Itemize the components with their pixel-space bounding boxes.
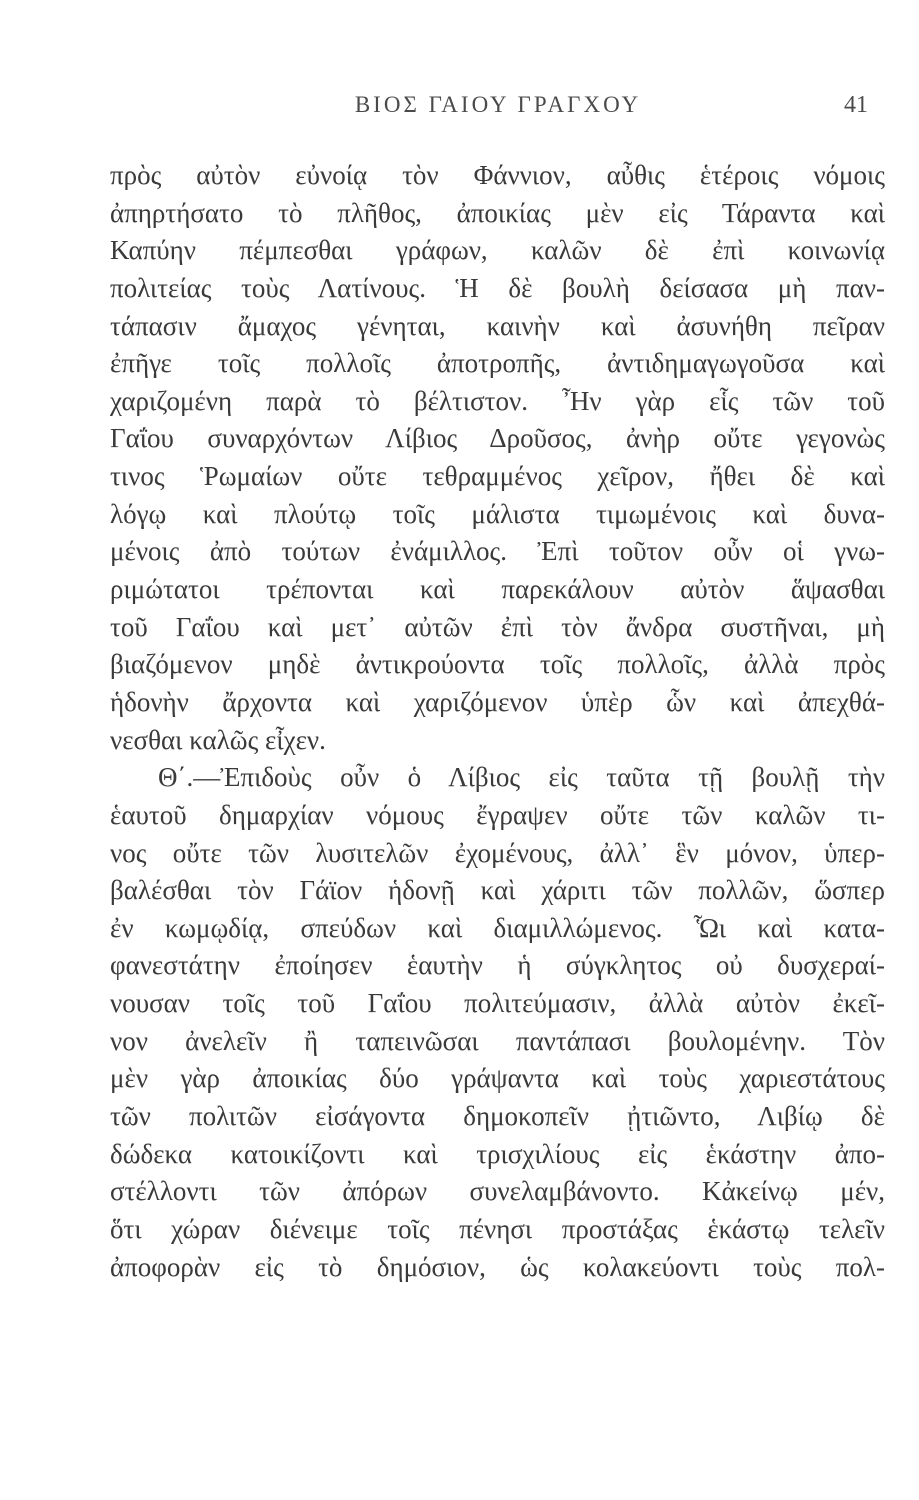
- text-line: βαλέσθαι τὸν Γάϊον ἡδονῇ καὶ χάριτι τῶν πολλῶν, ὥσπερ: [110, 875, 885, 906]
- text-line: τάπασιν ἄμαχος γένηται, καινὴν καὶ ἀσυνήθη πεῖραν: [110, 310, 885, 341]
- text-line: Θ΄.—Ἐπιδοὺς οὖν ὁ Λίβιος εἰς ταῦτα τῇ βουλῇ τὴν: [158, 762, 885, 793]
- text-line: ἐν κωμῳδίᾳ, σπεύδων καὶ διαμιλλώμενος. Ὧι καὶ κατα-: [110, 912, 885, 943]
- text-line: Καπύην πέμπεσθαι γράφων, καλῶν δὲ ἐπὶ κοινωνίᾳ: [110, 235, 885, 266]
- text-line: νουσαν τοῖς τοῦ Γαΐου πολιτεύμασιν, ἀλλὰ αὐτὸν ἐκεῖ-: [110, 988, 885, 1019]
- text-line: βιαζόμενον μηδὲ ἀντικρούοντα τοῖς πολλοῖς, ἀλλὰ πρὸς: [110, 649, 885, 680]
- text-line: μὲν γὰρ ἀποικίας δύο γράψαντα καὶ τοὺς χαριεστάτους: [110, 1063, 885, 1094]
- text-line: τινος Ῥωμαίων οὔτε τεθραμμένος χεῖρον, ἤθει δὲ καὶ: [110, 461, 885, 492]
- text-line: τῶν πολιτῶν εἰσάγοντα δημοκοπεῖν ᾐτιῶντο, Λιβίῳ δὲ: [110, 1101, 885, 1132]
- text-line: ἐπῆγε τοῖς πολλοῖς ἀποτροπῆς, ἀντιδημαγωγοῦσα καὶ: [110, 348, 885, 379]
- text-line: λόγῳ καὶ πλούτῳ τοῖς μάλιστα τιμωμένοις καὶ δυνα-: [110, 498, 885, 529]
- text-line: ἡδονὴν ἄρχοντα καὶ χαριζόμενον ὑπὲρ ὧν καὶ ἀπεχθά-: [110, 686, 885, 717]
- text-line: μένοις ἀπὸ τούτων ἐνάμιλλος. Ἐπὶ τοῦτον οὖν οἱ γνω-: [110, 536, 885, 567]
- text-body: [110, 157, 885, 1286]
- page-number: 41: [844, 92, 868, 118]
- running-title: ΒΙΟΣ ΓΑΙΟΥ ΓΡΑΓΧΟΥ: [354, 92, 642, 117]
- text-line: δώδεκα κατοικίζοντι καὶ τρισχιλίους εἰς ἑκάστην ἀπο-: [110, 1138, 885, 1169]
- text-line: ἑαυτοῦ δημαρχίαν νόμους ἔγραψεν οὔτε τῶν καλῶν τι-: [110, 799, 885, 830]
- text-line: ἀποφορὰν εἰς τὸ δημόσιον, ὡς κολακεύοντι τοὺς πολ-: [110, 1251, 885, 1282]
- text-line: πρὸς αὐτὸν εὐνοίᾳ τὸν Φάννιον, αὖθις ἑτέροις νόμοις: [110, 160, 885, 190]
- running-head: [108, 92, 888, 132]
- text-line: πολιτείας τοὺς Λατίνους. Ἡ δὲ βουλὴ δείσασα μὴ παν-: [110, 272, 885, 303]
- text-line: ἀπηρτήσατο τὸ πλῆθος, ἀποικίας μὲν εἰς Τάραντα καὶ: [110, 197, 885, 228]
- text-line: ὅτι χώραν διένειμε τοῖς πένησι προστάξας ἑκάστῳ τελεῖν: [110, 1213, 885, 1244]
- text-line: ριμώτατοι τρέπονται καὶ παρεκάλουν αὐτὸν ἅψασθαι: [110, 574, 885, 605]
- text-line: νος οὔτε τῶν λυσιτελῶν ἐχομένους, ἀλλ᾽ ἓν μόνον, ὑπερ-: [110, 837, 885, 868]
- text-line: στέλλοντι τῶν ἀπόρων συνελαμβάνοντο. Κἀκείνῳ μέν,: [110, 1176, 885, 1207]
- text-line: νεσθαι καλῶς εἶχεν.: [110, 724, 326, 755]
- text-line: τοῦ Γαΐου καὶ μετ᾽ αὐτῶν ἐπὶ τὸν ἄνδρα συστῆναι, μὴ: [110, 611, 885, 642]
- text-line: φανεστάτην ἐποίησεν ἑαυτὴν ἡ σύγκλητος οὐ δυσχεραί-: [110, 950, 885, 981]
- text-line: Γαΐου συναρχόντων Λίβιος Δροῦσος, ἀνὴρ οὔτε γεγονὼς: [110, 423, 885, 454]
- text-line: χαριζομένη παρὰ τὸ βέλτιστον. Ἦν γὰρ εἷς τῶν τοῦ: [110, 385, 885, 416]
- text-line: νον ἀνελεῖν ἢ ταπεινῶσαι παντάπασι βουλομένην. Τὸν: [110, 1025, 885, 1056]
